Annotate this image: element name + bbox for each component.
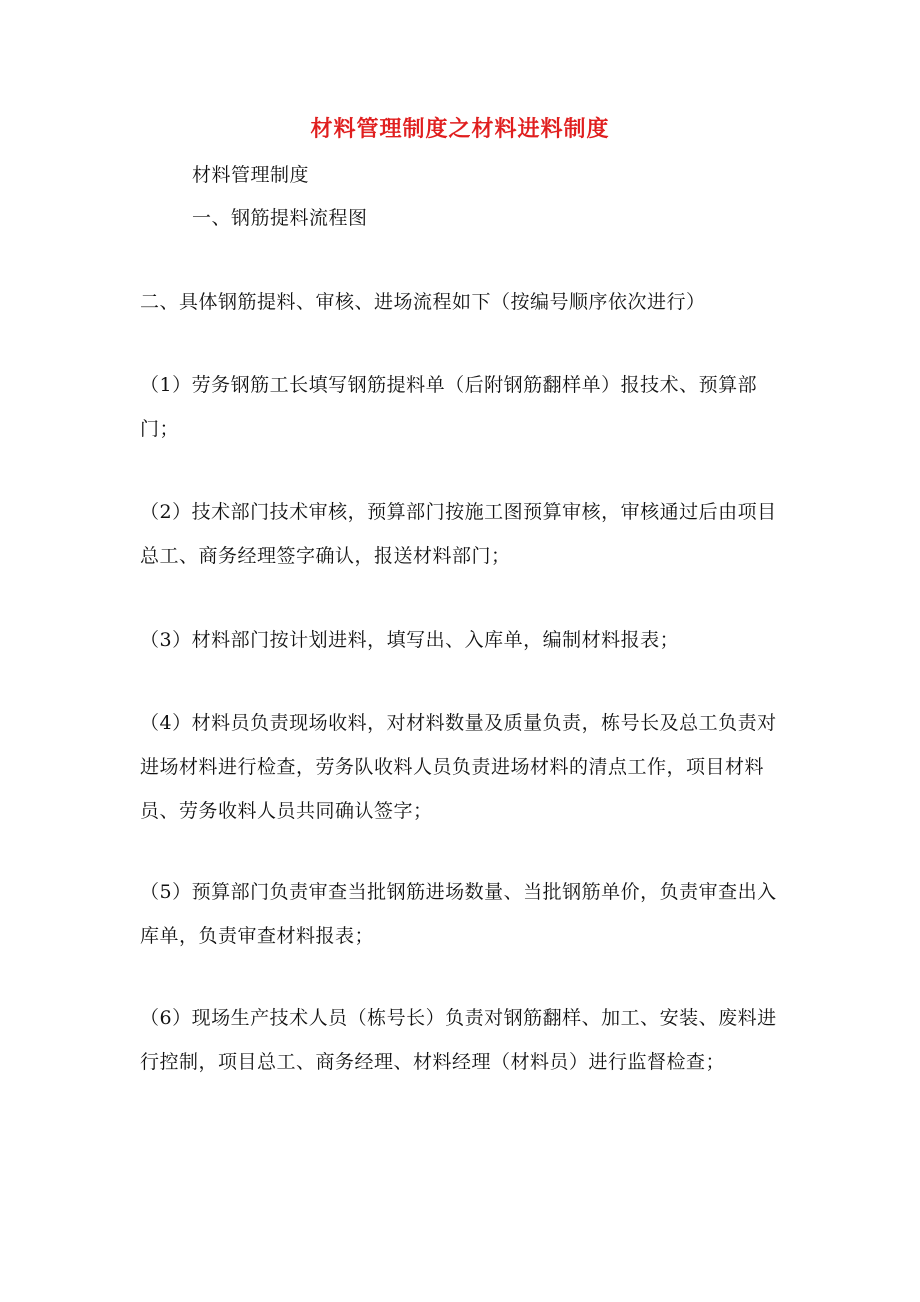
list-item-3: （3）材料部门按计划进料，填写出、入库单，编制材料报表；	[140, 629, 680, 651]
section-heading-2: 二、具体钢筋提料、审核、进场流程如下（按编号顺序依次进行）	[140, 291, 706, 313]
subtitle: 材料管理制度	[192, 164, 310, 186]
document-title: 材料管理制度之材料进料制度	[310, 116, 610, 142]
list-item-5: （5）预算部门负责审查当批钢筋进场数量、当批钢筋单价，负责审查出入库单，负责审查材料报表；	[140, 881, 777, 947]
list-item-2: （2）技术部门技术审核，预算部门按施工图预算审核，审核通过后由项目总工、商务经理签字确认，报送材料部门；	[140, 501, 777, 567]
list-item-6: （6）现场生产技术人员（栋号长）负责对钢筋翻样、加工、安装、废料进行控制，项目总工、商务经理、材料经理（材料员）进行监督检查；	[140, 1007, 777, 1073]
list-item-1: （1）劳务钢筋工长填写钢筋提料单（后附钢筋翻样单）报技术、预算部门；	[140, 374, 758, 440]
list-item-4: （4）材料员负责现场收料，对材料数量及质量负责，栋号长及总工负责对进场材料进行检查，劳务队收料人员负责进场材料的清点工作，项目材料员、劳务收料人员共同确认签字；	[140, 712, 777, 822]
section-heading-1: 一、钢筋提料流程图	[192, 207, 368, 229]
